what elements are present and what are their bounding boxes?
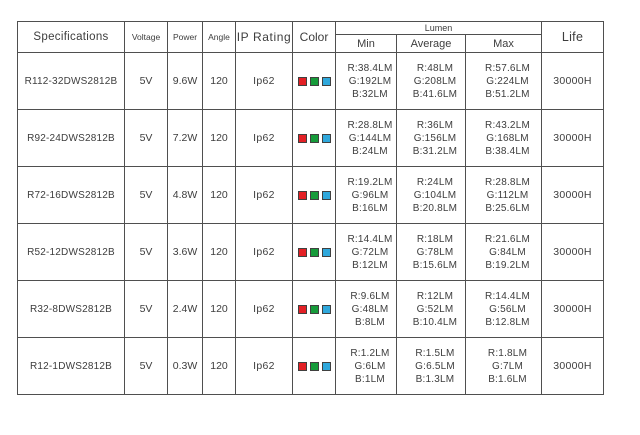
header-life: Life <box>542 22 604 53</box>
lumen-red-value: R:36LM <box>416 119 454 131</box>
color-swatch-blue <box>322 134 331 143</box>
table-row <box>18 224 604 281</box>
table-row <box>18 338 604 395</box>
lumen-green-value: G:84LM <box>489 246 526 258</box>
lumen-green-value: G:52LM <box>416 303 454 315</box>
lumen-min-cell <box>336 224 397 281</box>
color-swatch-green <box>310 305 319 314</box>
color-cell <box>293 338 336 395</box>
lumen-red-value: R:21.6LM <box>485 233 530 245</box>
color-cell <box>293 224 336 281</box>
lumen-min-cell <box>336 281 397 338</box>
lumen-red-value: R:43.2LM <box>485 119 530 131</box>
lumen-green-value: G:224LM <box>486 75 529 87</box>
lumen-blue-value: B:41.6LM <box>412 88 458 100</box>
header-power: Power <box>168 22 203 53</box>
table-header <box>18 22 604 53</box>
lumen-average-cell <box>397 224 466 281</box>
life-cell: 30000H <box>542 167 604 224</box>
lumen-max-cell <box>466 224 542 281</box>
angle-cell: 120 <box>203 281 236 338</box>
power-cell: 2.4W <box>168 281 203 338</box>
lumen-green-value: G:96LM <box>351 189 389 201</box>
rgb-swatch-group <box>293 191 335 200</box>
lumen-max-cell <box>466 110 542 167</box>
lumen-green-value: G:72LM <box>351 246 389 258</box>
lumen-blue-value: B:19.2LM <box>485 259 530 271</box>
lumen-min-cell <box>336 338 397 395</box>
lumen-average-cell <box>397 53 466 110</box>
lumen-red-value: R:24LM <box>416 176 454 188</box>
lumen-max-cell <box>466 281 542 338</box>
angle-cell: 120 <box>203 110 236 167</box>
color-swatch-red <box>298 248 307 257</box>
table-row <box>18 110 604 167</box>
voltage-cell: 5V <box>125 167 168 224</box>
lumen-min-cell <box>336 167 397 224</box>
angle-cell: 120 <box>203 53 236 110</box>
lumen-blue-value: B:15.6LM <box>412 259 458 271</box>
color-swatch-blue <box>322 362 331 371</box>
angle-cell: 120 <box>203 167 236 224</box>
lumen-green-value: G:6.5LM <box>415 360 455 372</box>
lumen-green-value: G:56LM <box>489 303 526 315</box>
specification-cell: R112-32DWS2812B <box>18 53 125 110</box>
color-swatch-green <box>310 248 319 257</box>
color-swatch-red <box>298 77 307 86</box>
lumen-red-value: R:14.4LM <box>485 290 530 302</box>
lumen-red-value: R:1.2LM <box>350 347 390 359</box>
rgb-swatch-group <box>293 248 335 257</box>
lumen-blue-value: B:31.2LM <box>412 145 458 157</box>
angle-cell: 120 <box>203 224 236 281</box>
color-swatch-blue <box>322 191 331 200</box>
rgb-swatch-group <box>293 305 335 314</box>
led-specifications-table <box>17 21 604 395</box>
lumen-blue-value: B:10.4LM <box>412 316 458 328</box>
header-angle: Angle <box>203 22 236 53</box>
lumen-green-value: G:48LM <box>351 303 389 315</box>
specification-cell: R92-24DWS2812B <box>18 110 125 167</box>
lumen-average-cell <box>397 281 466 338</box>
color-swatch-red <box>298 305 307 314</box>
voltage-cell: 5V <box>125 338 168 395</box>
lumen-green-value: G:208LM <box>413 75 457 87</box>
lumen-green-value: G:144LM <box>348 132 392 144</box>
color-swatch-blue <box>322 248 331 257</box>
ip-rating-cell: Ip62 <box>236 338 293 395</box>
header-ip-rating: IP Rating <box>236 22 293 53</box>
color-swatch-green <box>310 134 319 143</box>
color-swatch-blue <box>322 305 331 314</box>
color-swatch-green <box>310 191 319 200</box>
lumen-average-cell <box>397 338 466 395</box>
lumen-red-value: R:18LM <box>416 233 454 245</box>
color-cell <box>293 281 336 338</box>
lumen-max-cell <box>466 167 542 224</box>
lumen-average-cell <box>397 167 466 224</box>
power-cell: 0.3W <box>168 338 203 395</box>
ip-rating-cell: Ip62 <box>236 224 293 281</box>
header-lumen: Lumen <box>336 22 542 35</box>
color-cell <box>293 167 336 224</box>
lumen-red-value: R:1.8LM <box>487 347 528 359</box>
lumen-red-value: R:14.4LM <box>347 233 393 245</box>
specification-cell: R32-8DWS2812B <box>18 281 125 338</box>
color-swatch-green <box>310 362 319 371</box>
lumen-green-value: G:104LM <box>413 189 457 201</box>
specification-cell: R72-16DWS2812B <box>18 167 125 224</box>
lumen-blue-value: B:20.8LM <box>412 202 458 214</box>
voltage-cell: 5V <box>125 281 168 338</box>
specification-cell: R52-12DWS2812B <box>18 224 125 281</box>
lumen-red-value: R:38.4LM <box>347 62 393 74</box>
lumen-average-cell <box>397 110 466 167</box>
header-color: Color <box>293 22 336 53</box>
lumen-max-cell <box>466 338 542 395</box>
rgb-swatch-group <box>293 362 335 371</box>
power-cell: 9.6W <box>168 53 203 110</box>
lumen-red-value: R:12LM <box>416 290 454 302</box>
ip-rating-cell: Ip62 <box>236 53 293 110</box>
table-row <box>18 53 604 110</box>
lumen-blue-value: B:12.8LM <box>485 316 530 328</box>
angle-cell: 120 <box>203 338 236 395</box>
table-row <box>18 281 604 338</box>
power-cell: 4.8W <box>168 167 203 224</box>
lumen-min-cell <box>336 53 397 110</box>
lumen-min-cell <box>336 110 397 167</box>
lumen-green-value: G:7LM <box>492 360 524 372</box>
power-cell: 3.6W <box>168 224 203 281</box>
voltage-cell: 5V <box>125 110 168 167</box>
ip-rating-cell: Ip62 <box>236 110 293 167</box>
header-specifications: Specifications <box>18 22 125 53</box>
lumen-blue-value: B:12LM <box>352 259 388 271</box>
header-lumen-max: Max <box>466 35 542 53</box>
lumen-red-value: R:28.8LM <box>347 119 393 131</box>
life-cell: 30000H <box>542 224 604 281</box>
lumen-blue-value: B:38.4LM <box>485 145 530 157</box>
header-lumen-average: Average <box>397 35 466 53</box>
ip-rating-cell: Ip62 <box>236 281 293 338</box>
power-cell: 7.2W <box>168 110 203 167</box>
lumen-blue-value: B:16LM <box>352 202 388 214</box>
lumen-blue-value: B:32LM <box>352 88 388 100</box>
lumen-blue-value: B:1.6LM <box>488 373 527 385</box>
lumen-blue-value: B:1.3LM <box>415 373 455 385</box>
lumen-green-value: G:156LM <box>413 132 457 144</box>
color-swatch-red <box>298 191 307 200</box>
lumen-blue-value: B:8LM <box>355 316 385 328</box>
rgb-swatch-group <box>293 134 335 143</box>
lumen-green-value: G:192LM <box>348 75 392 87</box>
lumen-red-value: R:48LM <box>416 62 454 74</box>
header-lumen-min: Min <box>336 35 397 53</box>
lumen-red-value: R:28.8LM <box>485 176 530 188</box>
color-swatch-red <box>298 134 307 143</box>
color-cell <box>293 110 336 167</box>
color-swatch-green <box>310 77 319 86</box>
specification-cell: R12-1DWS2812B <box>18 338 125 395</box>
lumen-red-value: R:19.2LM <box>347 176 393 188</box>
life-cell: 30000H <box>542 338 604 395</box>
life-cell: 30000H <box>542 110 604 167</box>
lumen-red-value: R:9.6LM <box>350 290 390 302</box>
spec-table-body <box>18 53 604 395</box>
table-row <box>18 167 604 224</box>
life-cell: 30000H <box>542 281 604 338</box>
ip-rating-cell: Ip62 <box>236 167 293 224</box>
life-cell: 30000H <box>542 53 604 110</box>
color-swatch-blue <box>322 77 331 86</box>
lumen-green-value: G:78LM <box>416 246 454 258</box>
lumen-max-cell <box>466 53 542 110</box>
header-voltage: Voltage <box>125 22 168 53</box>
lumen-red-value: R:1.5LM <box>415 347 455 359</box>
lumen-blue-value: B:24LM <box>352 145 388 157</box>
voltage-cell: 5V <box>125 224 168 281</box>
lumen-green-value: G:168LM <box>486 132 529 144</box>
lumen-blue-value: B:1LM <box>355 373 385 385</box>
lumen-green-value: G:112LM <box>486 189 529 201</box>
lumen-blue-value: B:51.2LM <box>485 88 530 100</box>
lumen-red-value: R:57.6LM <box>485 62 530 74</box>
voltage-cell: 5V <box>125 53 168 110</box>
lumen-blue-value: B:25.6LM <box>485 202 530 214</box>
rgb-swatch-group <box>293 77 335 86</box>
lumen-green-value: G:6LM <box>354 360 386 372</box>
color-cell <box>293 53 336 110</box>
color-swatch-red <box>298 362 307 371</box>
